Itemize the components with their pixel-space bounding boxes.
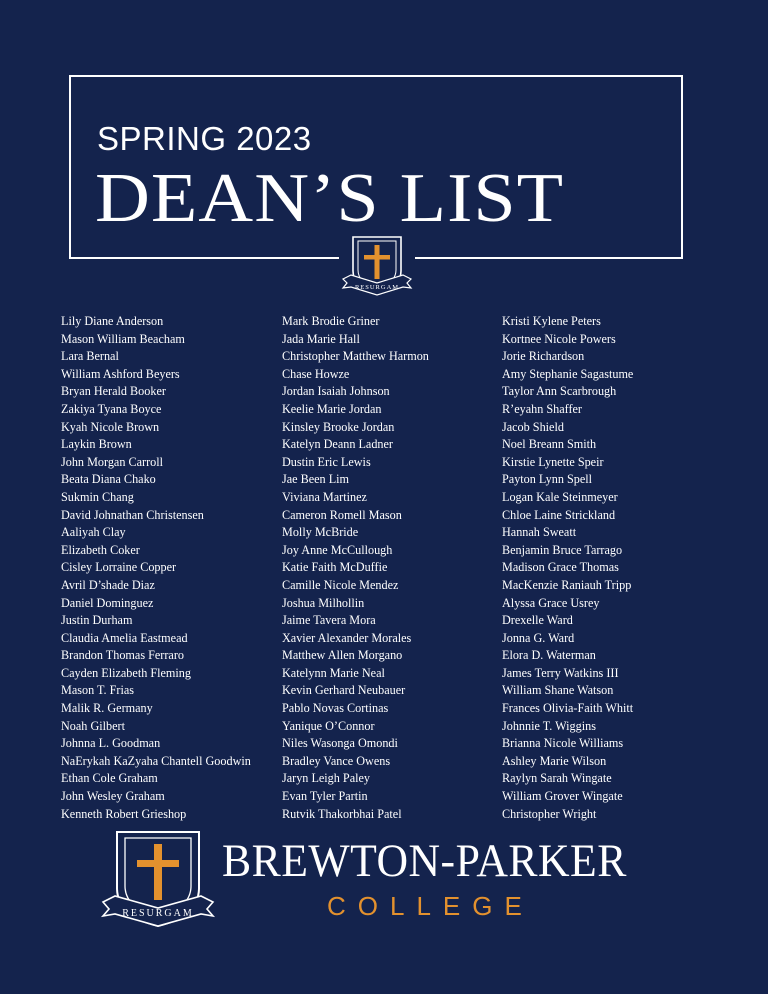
list-item: Joy Anne McCullough <box>282 542 393 557</box>
list-item: Justin Durham <box>61 613 133 628</box>
list-item: Logan Kale Steinmeyer <box>502 489 618 504</box>
list-item: Ashley Marie Wilson <box>502 753 607 768</box>
crest-banner-text: RESURGAM <box>354 284 400 291</box>
list-item: Avril D’shade Diaz <box>61 577 155 592</box>
list-item: Viviana Martinez <box>282 489 367 504</box>
list-item: Jaime Tavera Mora <box>282 613 376 628</box>
list-item: Chase Howze <box>282 366 350 381</box>
list-item: Claudia Amelia Eastmead <box>61 630 188 645</box>
list-item: Sukmin Chang <box>61 489 134 504</box>
list-item: Ethan Cole Graham <box>61 771 158 786</box>
list-item: Katelyn Deann Ladner <box>282 437 393 452</box>
list-item: Matthew Allen Morgano <box>282 648 403 663</box>
list-item: R’eyahn Shaffer <box>502 401 582 416</box>
list-item: Kristi Kylene Peters <box>502 314 601 328</box>
list-item: Alyssa Grace Usrey <box>502 595 600 610</box>
list-item: Jada Marie Hall <box>282 331 360 346</box>
list-item: MacKenzie Raniauh Tripp <box>502 577 632 592</box>
list-item: John Morgan Carroll <box>61 454 164 469</box>
list-item: Amy Stephanie Sagastume <box>502 366 634 381</box>
list-item: Cisley Lorraine Copper <box>61 560 177 575</box>
list-item: Taylor Ann Scarbrough <box>502 384 617 399</box>
list-item: Drexelle Ward <box>502 613 573 628</box>
list-item: Kevin Gerhard Neubauer <box>282 683 406 698</box>
list-item: Keelie Marie Jordan <box>282 401 382 416</box>
list-item: Dustin Eric Lewis <box>282 454 371 469</box>
list-item: Lily Diane Anderson <box>61 314 164 328</box>
crest-banner-text-large: RESURGAM <box>122 908 194 919</box>
list-item: Raylyn Sarah Wingate <box>502 771 612 786</box>
list-item: Kyah Nicole Brown <box>61 419 160 434</box>
list-item: William Shane Watson <box>502 683 614 698</box>
semester-heading: SPRING 2023 <box>97 120 312 157</box>
list-item: Joshua Milhollin <box>282 595 365 610</box>
list-item: Payton Lynn Spell <box>502 472 593 487</box>
college-subtitle: COLLEGE <box>327 891 534 921</box>
list-item: Zakiya Tyana Boyce <box>61 401 162 416</box>
list-item: William Grover Wingate <box>502 789 623 804</box>
list-item: Brandon Thomas Ferraro <box>61 648 184 663</box>
list-item: Aaliyah Clay <box>61 525 126 540</box>
list-item: Evan Tyler Partin <box>282 789 368 804</box>
list-item: Hannah Sweatt <box>502 525 577 540</box>
list-item: Johnna L. Goodman <box>61 736 161 751</box>
list-item: Mason William Beacham <box>61 331 185 346</box>
list-item: Jae Been Lim <box>282 472 350 487</box>
college-name: BREWTON-PARKER <box>222 835 627 887</box>
list-item: Chloe Laine Strickland <box>502 507 616 522</box>
list-item: Brianna Nicole Williams <box>502 736 624 751</box>
list-item: Elora D. Waterman <box>502 648 596 663</box>
list-item: Jordan Isaiah Johnson <box>282 384 390 399</box>
list-item: Yanique O’Connor <box>282 718 375 733</box>
list-item: Benjamin Bruce Tarrago <box>502 542 623 557</box>
name-column-2 <box>282 313 429 823</box>
list-item: Daniel Dominguez <box>61 595 154 610</box>
name-column-3 <box>502 313 633 823</box>
list-item: Johnnie T. Wiggins <box>502 718 596 733</box>
list-item: Pablo Novas Cortinas <box>282 701 389 716</box>
list-item: Noah Gilbert <box>61 718 125 733</box>
list-item: Frances Olivia-Faith Whitt <box>502 701 634 716</box>
name-column-1 <box>61 313 251 823</box>
list-item: Jorie Richardson <box>502 349 585 364</box>
list-item: Christopher Matthew Harmon <box>282 349 429 364</box>
list-item: Jonna G. Ward <box>502 630 575 645</box>
list-item: Madison Grace Thomas <box>502 560 619 575</box>
list-item: Elizabeth Coker <box>61 542 140 557</box>
list-item: Katelynn Marie Neal <box>282 665 385 680</box>
list-item: Cayden Elizabeth Fleming <box>61 665 191 680</box>
list-item: NaErykah KaZyaha Chantell Goodwin <box>61 753 251 768</box>
list-item: Beata Diana Chako <box>61 472 156 487</box>
list-item: Rutvik Thakorbhai Patel <box>282 806 402 821</box>
list-item: Jaryn Leigh Paley <box>282 771 370 786</box>
page-title: DEAN’S LIST <box>95 159 565 237</box>
list-item: Christopher Wright <box>502 806 597 821</box>
list-item: John Wesley Graham <box>61 789 165 804</box>
list-item: Bradley Vance Owens <box>282 753 391 768</box>
list-item: Noel Breann Smith <box>502 437 597 452</box>
list-item: Cameron Romell Mason <box>282 507 402 522</box>
list-item: David Johnathan Christensen <box>61 507 204 522</box>
list-item: Mark Brodie Griner <box>282 314 380 328</box>
list-item: Kortnee Nicole Powers <box>502 331 616 346</box>
list-item: Malik R. Germany <box>61 701 153 716</box>
college-crest-icon <box>99 826 217 938</box>
list-item: Xavier Alexander Morales <box>282 630 412 645</box>
list-item: James Terry Watkins III <box>502 665 619 680</box>
list-item: Niles Wasonga Omondi <box>282 736 398 751</box>
list-item: Bryan Herald Booker <box>61 384 166 399</box>
crest-icon <box>339 231 415 303</box>
list-item: Katie Faith McDuffie <box>282 560 388 575</box>
list-item: Kirstie Lynette Speir <box>502 454 604 469</box>
list-item: Jacob Shield <box>502 419 564 434</box>
list-item: Mason T. Frias <box>61 683 135 698</box>
list-item: Kenneth Robert Grieshop <box>61 806 187 821</box>
list-item: Kinsley Brooke Jordan <box>282 419 395 434</box>
list-item: William Ashford Beyers <box>61 366 180 381</box>
list-item: Molly McBride <box>282 525 359 540</box>
list-item: Lara Bernal <box>61 349 119 364</box>
list-item: Laykin Brown <box>61 437 132 452</box>
list-item: Camille Nicole Mendez <box>282 577 399 592</box>
